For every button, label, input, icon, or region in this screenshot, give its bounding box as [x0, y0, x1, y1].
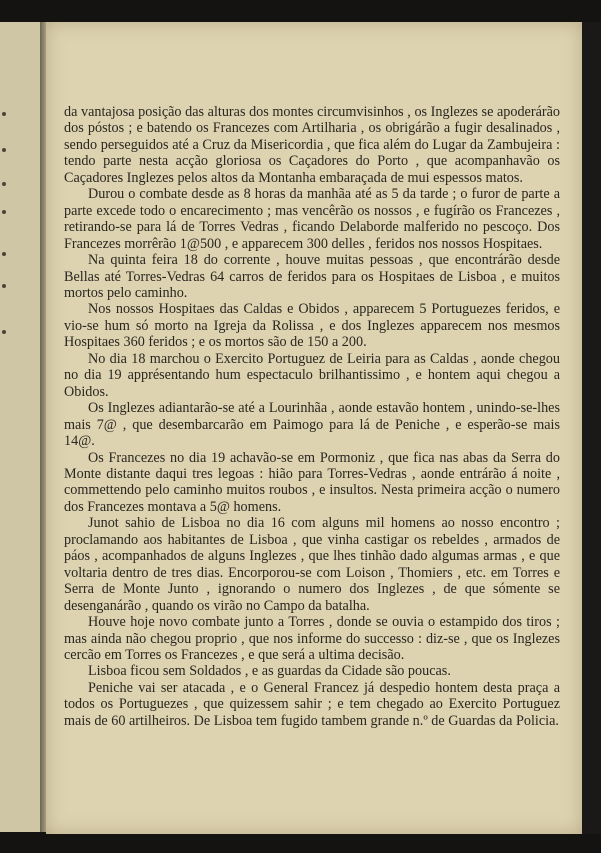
document-page: [46, 22, 582, 834]
paragraph: No dia 18 marchou o Exercito Portuguez de Leiria para as Caldas , aonde chegou no dia 19 apprésentando hum espectaculo brilhantissimo , e hontem aqui chegou a Obidos.: [64, 350, 560, 400]
paragraph: Houve hoje novo combate junto a Torres , donde se ouvia o estampido dos tiros ; mas ainda não chegou proprio , que nos informe do successo : diz-se , que os Inglezes cercão em Torres os Francezes , e que será a ultima decisão.: [64, 614, 560, 663]
scan-border: [582, 22, 601, 834]
paragraph: Os Inglezes adiantarão-se até a Lourinhãa , aonde estavão hontem , unindo-se-lhes mais 7@ , que desembarcarão em Paimogo para lá de Peniche , e esperão-se mais 14@.: [64, 400, 560, 450]
paragraph: Junot sahio de Lisboa no dia 16 com alguns mil homens ao nosso encontro ; proclamando aos habitantes de Lisboa , que vinha castigar os rebeldes , armados de páos , acompanhados de alguns Inglezes , que lhes tinhão dado algumas armas , e que voltaria dentro de tres dias. Encorporou-se com Loison , Thomiers , etc. em Torres e Serra de Monte Junto , ignorando o numero dos Inglezes , de que sómente se desenganárão , quando os virão no Campo da batalha.: [64, 515, 560, 614]
facing-page-mark: [2, 210, 6, 214]
paragraph: Lisboa ficou sem Soldados , e as guardas da Cidade são poucas.: [88, 663, 451, 680]
body-text: [64, 104, 560, 729]
facing-page-mark: [2, 284, 6, 288]
paragraph: Na quinta feira 18 do corrente , houve muitas pessoas , que encontrárão desde Bellas até Torres-Vedras 64 carros de feridos para os Hospitaes de Lisboa , e muitos mortos pelo caminho.: [64, 252, 560, 301]
paragraph: Peniche vai ser atacada , e o General Francez já despedio hontem desta praça a todos os Portuguezes , que quizessem sahir ; e tem chegado ao Exercito Portuguez mais de 60 artilheiros. De Lisboa tem fugido tambem grande n.º de Guardas da Policia.: [64, 679, 560, 729]
paragraph: Nos nossos Hospitaes das Caldas e Obidos , apparecem 5 Portuguezes feridos, e vio-se hum só morto na Igreja da Rolissa , e dos Inglezes apparecem nos mesmos Hospitaes 360 feridos ; e os mortos são de 150 a 200.: [64, 301, 560, 351]
paragraph: Durou o combate desde as 8 horas da manhãa até as 5 da tarde ; o furor de parte a parte excede todo o encarecimento ; mas vencêrão os nossos , e fugírão os Francezes , retirando-se para lá de Torres Vedras , ficando Delaborde malferido no pescoço. Dos Francezes morrêrão 1@500 , e apparecem 300 delles , feridos nos nossos Hospitaes.: [64, 186, 560, 252]
facing-page-mark: [2, 112, 6, 116]
facing-page-edge: [0, 22, 42, 832]
facing-page-mark: [2, 330, 6, 334]
paragraph: da vantajosa posição das alturas dos montes circumvisinhos , os Inglezes se apoderárão dos póstos ; e batendo os Francezes com Artilharia , os obrigárão a fugir desalinados , sendo perseguidos até a Cruz da Misericordia , que fica além do Lugar da Zambujeira : tendo parte nesta acção gloriosa os Caçadores do Porto , que acompanhavão os Caçadores Inglezes pelos altos da Montanha embaraçada de mui espessos matos.: [64, 104, 560, 186]
facing-page-mark: [2, 148, 6, 152]
paragraph: Os Francezes no dia 19 achavão-se em Pormoniz , que fica nas abas da Serra do Monte distante daqui tres legoas : hião para Torres-Vedras , aonde entrárão á noite , commettendo pelo caminho muitos roubos , e insultos. Nesta primeira acção o numero dos Francezes montava a 5@ homens.: [64, 449, 560, 515]
facing-page-mark: [2, 182, 6, 186]
facing-page-mark: [2, 252, 6, 256]
